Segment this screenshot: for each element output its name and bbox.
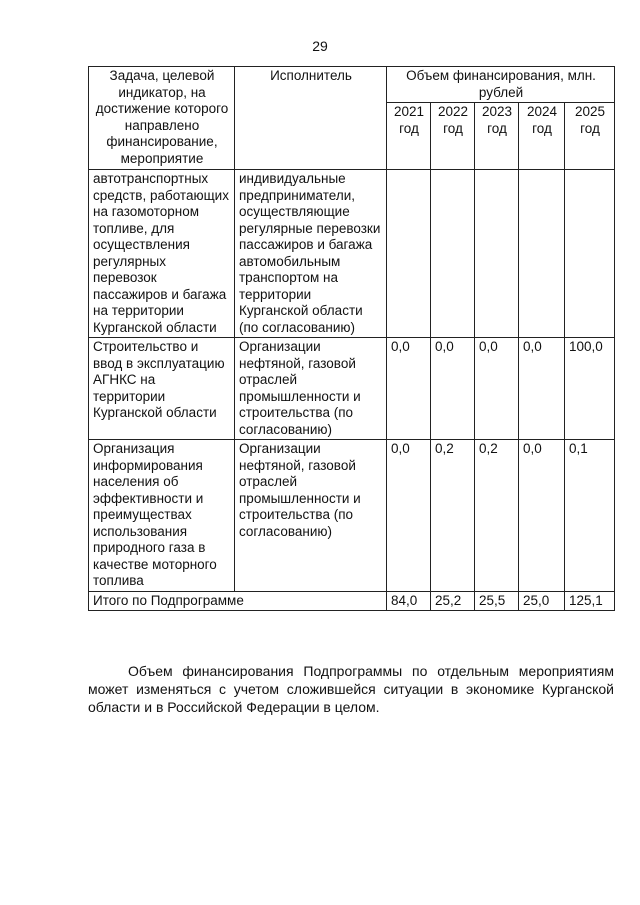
value-cell: 0,0 [431,338,475,440]
value-cell [475,170,519,338]
header-year: 2024 год [519,103,565,170]
financing-table [88,66,615,611]
value-cell [565,170,615,338]
header-row [89,67,615,103]
value-cell: 0,0 [387,338,431,440]
header-year: 2023 год [475,103,519,170]
total-value-cell: 25,5 [475,591,519,611]
total-value-cell: 84,0 [387,591,431,611]
header-year: 2021 год [387,103,431,170]
table-row [89,338,615,440]
total-value-cell: 25,2 [431,591,475,611]
value-cell: 0,1 [565,440,615,592]
executor-cell: Организации нефтяной, газовой отраслей промышленности и строительства (по согласованию) [235,338,387,440]
value-cell: 0,2 [475,440,519,592]
header-year: 2025 год [565,103,615,170]
executor-cell: Организации нефтяной, газовой отраслей промышленности и строительства (по согласованию) [235,440,387,592]
total-value-cell: 25,0 [519,591,565,611]
value-cell [387,170,431,338]
task-cell: Организация информирования населения об эффективности и преимуществах использования природного газа в качестве моторного топлива [89,440,235,592]
value-cell [519,170,565,338]
task-cell: Строительство и ввод в эксплуатацию АГНКС на территории Курганской области [89,338,235,440]
value-cell: 0,0 [519,440,565,592]
header-year: 2022 год [431,103,475,170]
header-executor: Исполнитель [235,67,387,170]
total-value-cell: 125,1 [565,591,615,611]
total-row [89,591,615,611]
value-cell [431,170,475,338]
task-cell: автотранспортных средств, работающих на газомоторном топливе, для осуществления регулярных перевозок пассажиров и багажа на территории Курганской области [89,170,235,338]
value-cell: 0,0 [387,440,431,592]
value-cell: 0,2 [431,440,475,592]
header-task: Задача, целевой индикатор, на достижение которого направлено финансирование, мероприятие [89,67,235,170]
total-label: Итого по Подпрограмме [89,591,387,611]
value-cell: 0,0 [475,338,519,440]
table-row [89,170,615,338]
table-row [89,440,615,592]
footer-paragraph: Объем финансирования Подпрограммы по отдельным мероприятиям может изменяться с учетом сложившейся ситуации в экономике Курганской области и в Российской Федерации в целом. [88,663,614,715]
value-cell: 0,0 [519,338,565,440]
header-funding: Объем финансирования, млн. рублей [387,67,615,103]
value-cell: 100,0 [565,338,615,440]
executor-cell: индивидуальные предприниматели, осуществляющие регулярные перевозки пассажиров и багажа автомобильным транспортом на территории Курганской области (по согласованию) [235,170,387,338]
page-number: 29 [312,38,328,54]
